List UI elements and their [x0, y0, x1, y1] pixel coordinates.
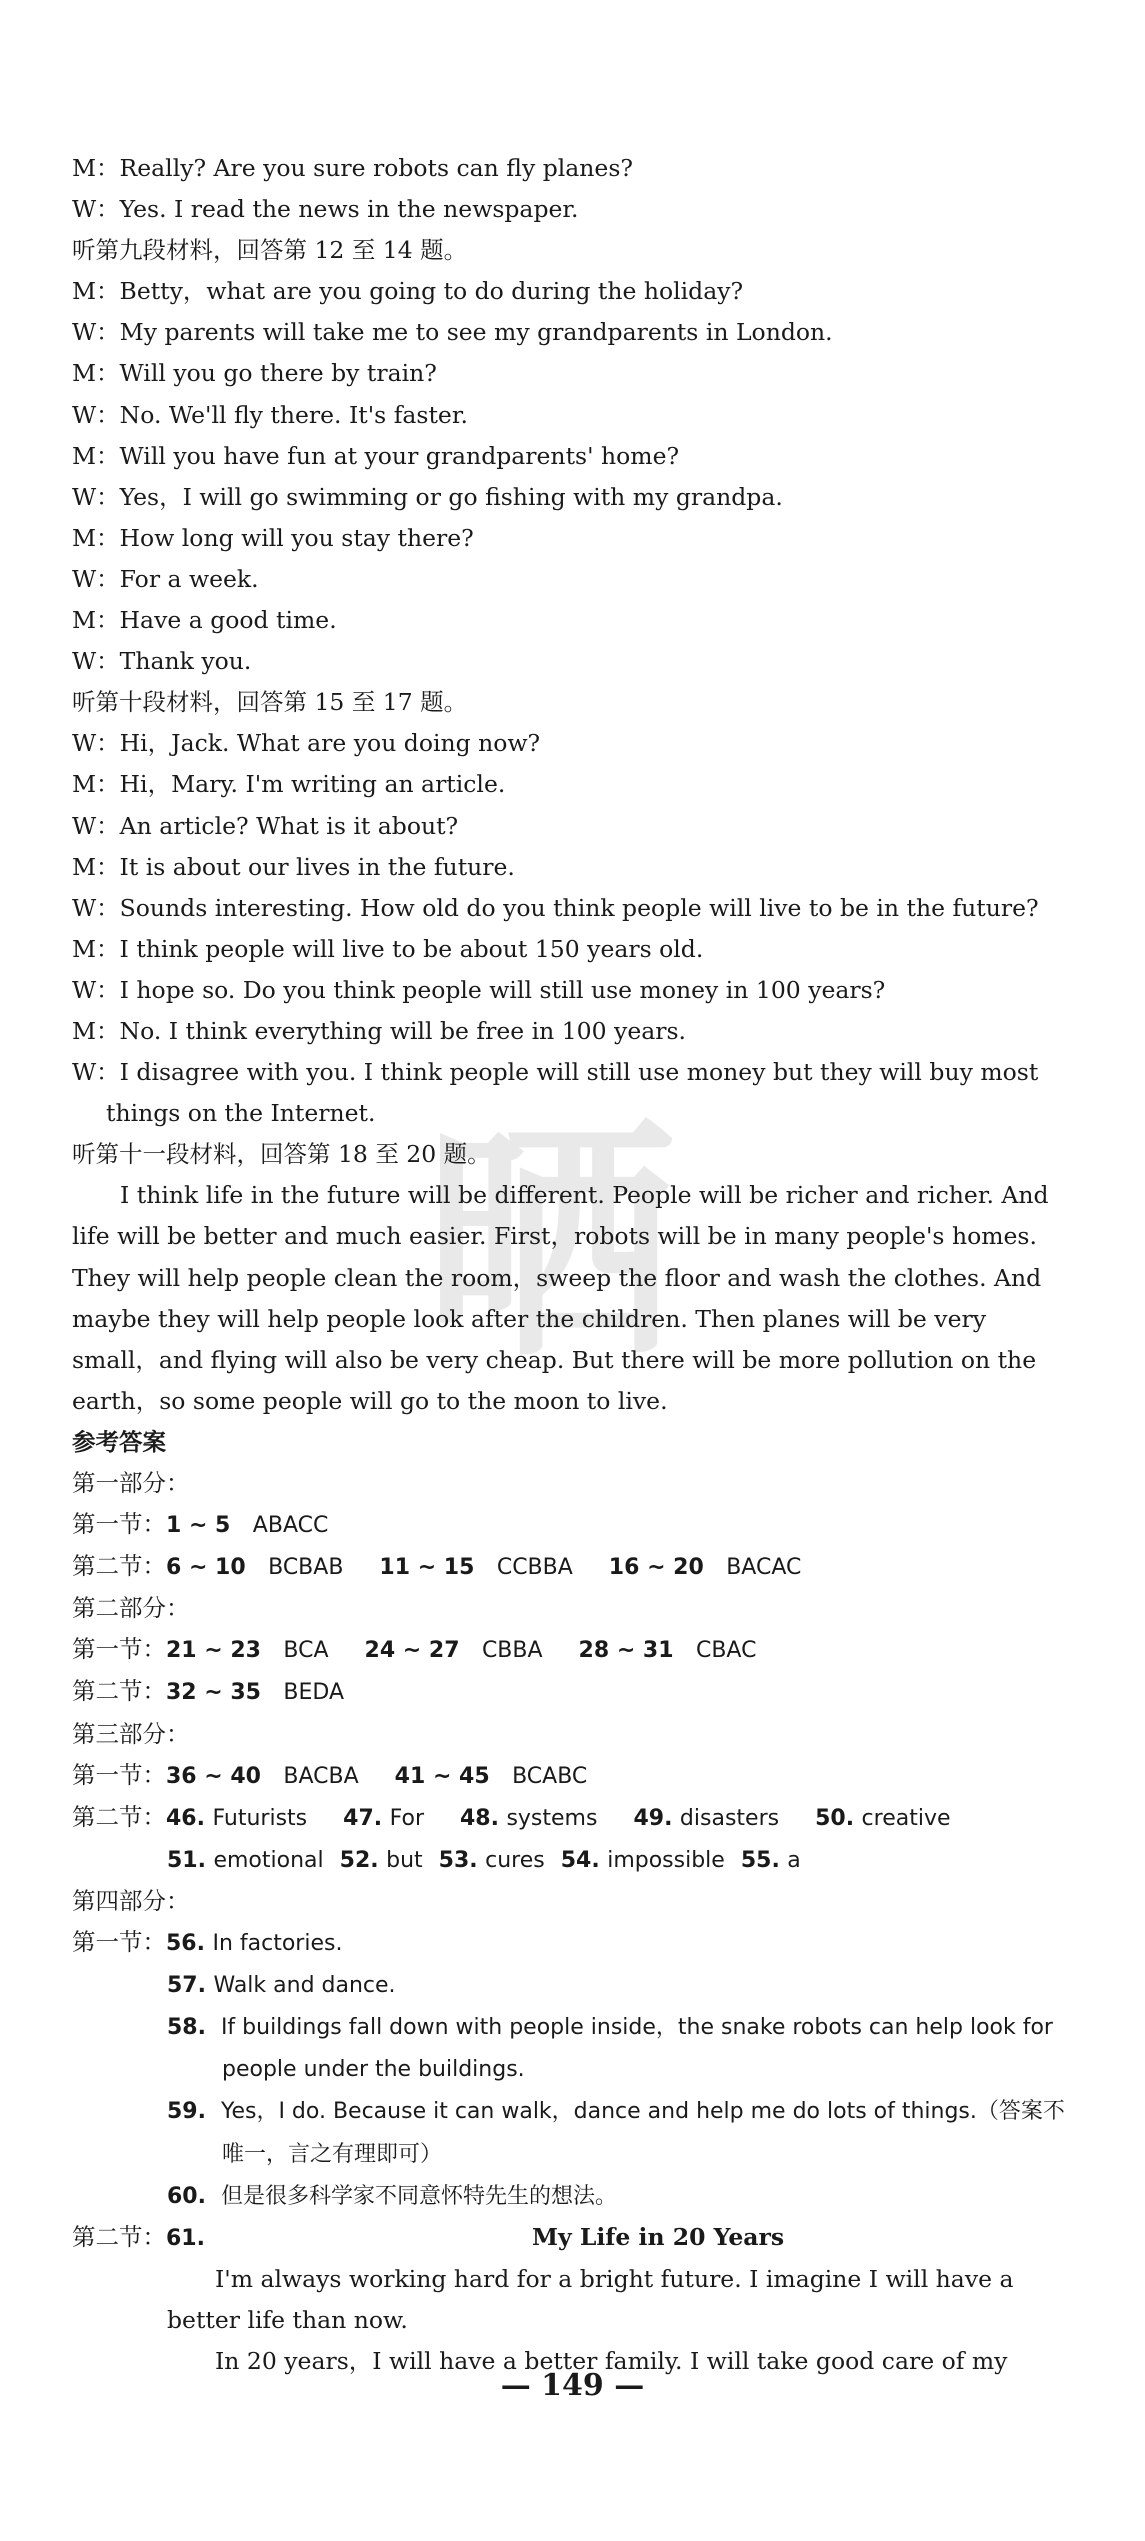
answer-row	[72, 1671, 1072, 1713]
answer-value: CCBBA	[496, 1555, 573, 1581]
answer-row	[72, 2217, 1072, 2259]
dialogue-line: W：I disagree with you. I think people will still use money but they will buy most things on the Internet.	[72, 1058, 1039, 1128]
answer-value: emotional	[213, 1847, 324, 1873]
answer-value: BCA	[283, 1638, 329, 1664]
section-11-heading: 听第十一段材料，回答第 18 至 20 题。	[72, 1140, 491, 1169]
dialogue-line: M：How long will you stay there?	[72, 523, 474, 552]
answer-range: 21 ~ 23	[166, 1638, 261, 1664]
answer-row	[72, 1629, 1072, 1671]
dialogue-line: M：Will you have fun at your grandparents' home?	[72, 441, 680, 470]
answer-number: 55.	[740, 1847, 780, 1873]
answer-row	[72, 1922, 1072, 1964]
section-label: 第一节：	[72, 1760, 166, 1789]
dialogue-line: M：No. I think everything will be free in 100 years.	[72, 1016, 687, 1045]
answer-range: 36 ~ 40	[166, 1763, 261, 1789]
answer-range: 41 ~ 45	[394, 1763, 490, 1789]
answer-value: CBAC	[695, 1638, 757, 1664]
section-label: 第二节：	[72, 2222, 166, 2251]
answer-row	[72, 2006, 1072, 2090]
essay-title: My Life in 20 Years	[532, 2222, 785, 2251]
dialogue-10	[72, 723, 1072, 1134]
answer-row	[72, 1839, 1072, 1881]
dialogue-line: M：Will you go there by train?	[72, 359, 437, 388]
answer-key-heading: 参考答案	[72, 1427, 166, 1456]
answer-value: BCABC	[512, 1763, 588, 1789]
answer-row	[72, 1504, 1072, 1546]
answer-range: 32 ~ 35	[166, 1680, 261, 1706]
essay-paragraph: I'm always working hard for a bright future. I imagine I will have a better life than now.	[167, 2264, 1014, 2334]
answer-number: 53.	[438, 1847, 478, 1873]
answer-range: 16 ~ 20	[608, 1555, 704, 1581]
section-label: 第一节：	[72, 1928, 166, 1957]
section-10-heading: 听第十段材料，回答第 15 至 17 题。	[72, 688, 468, 717]
section-label: 第二节：	[72, 1677, 166, 1706]
answer-number: 49.	[633, 1805, 673, 1831]
dialogue-line: M：It is about our lives in the future.	[72, 852, 515, 881]
answer-number: 54.	[560, 1847, 600, 1873]
dialogue-line: W：Hi，Jack. What are you doing now?	[72, 729, 541, 758]
dialogue-line: M：Hi，Mary. I'm writing an article.	[72, 770, 506, 799]
part-label: 第一部分：	[72, 1469, 190, 1497]
answer-range: 6 ~ 10	[166, 1555, 246, 1581]
answer-value: creative	[861, 1805, 951, 1831]
section-label: 第二节：	[72, 1802, 166, 1831]
answer-number: 57.	[167, 1973, 206, 1999]
answer-value: ABACC	[252, 1513, 329, 1539]
answer-value: Futurists	[212, 1805, 308, 1831]
answer-value: but	[386, 1847, 423, 1873]
answer-value: Walk and dance.	[213, 1973, 396, 1999]
answer-row	[72, 1546, 1072, 1588]
dialogue-line: M：Really? Are you sure robots can fly planes?	[72, 154, 633, 182]
dialogue-line: W：I hope so. Do you think people will still use money in 100 years?	[72, 975, 886, 1004]
answer-number: 50.	[815, 1805, 855, 1831]
answer-value: disasters	[679, 1805, 780, 1831]
dialogue-line: W：My parents will take me to see my grandparents in London.	[72, 318, 833, 347]
dialogue-9	[72, 271, 1072, 682]
answer-value: BACAC	[726, 1555, 802, 1581]
answer-value: If buildings fall down with people inside，the snake robots can help look for people under the buildings.	[220, 2015, 1053, 2083]
answer-value: In factories.	[212, 1931, 343, 1957]
answer-number: 60.	[167, 2183, 206, 2209]
part-label: 第四部分：	[72, 1886, 190, 1915]
answer-number: 59.	[167, 2099, 206, 2125]
dialogue-8-end	[72, 148, 1072, 230]
answer-key	[72, 1422, 1072, 2382]
answer-value: a	[787, 1847, 801, 1873]
dialogue-line: M：Have a good time.	[72, 606, 337, 635]
answer-number: 46.	[166, 1805, 205, 1831]
answer-value: Yes，I do. Because it can walk，dance and help me do lots of things.（答案不唯一，言之有理即可）	[220, 2099, 1065, 2167]
section-label: 第二节：	[72, 1552, 166, 1581]
answer-row	[72, 1797, 1072, 1839]
answer-row	[72, 2175, 1072, 2217]
section-9-heading: 听第九段材料，回答第 12 至 14 题。	[72, 236, 468, 265]
answer-range: 28 ~ 31	[578, 1638, 674, 1664]
answer-number: 47.	[343, 1805, 383, 1831]
answer-number: 52.	[339, 1847, 379, 1873]
answer-value: For	[389, 1805, 424, 1831]
dialogue-line: W：Yes. I read the news in the newspaper.	[72, 195, 579, 224]
monologue-11: I think life in the future will be different. People will be richer and richer. And life will be better and much easier. First，robots will be in many people's homes. They will help people clean the room，sweep the floor and wash the clothes. And maybe they will help people look after the children. Then planes will be very small，and flying will also be very cheap. But there will be more pollution on the earth，so some people will go to the moon to live.	[72, 1181, 1049, 1415]
answer-value: systems	[506, 1805, 598, 1831]
document-page	[72, 148, 1072, 2382]
dialogue-line: W：Yes，I will go swimming or go fishing with my grandpa.	[72, 482, 783, 511]
answer-value: CBBA	[481, 1638, 543, 1664]
essay-paragraph: In 20 years，I will have a better family. I will take good care of my	[215, 2346, 1008, 2375]
page-number: — 149 —	[500, 2368, 645, 2403]
answer-range: 1 ~ 5	[166, 1513, 231, 1539]
answer-value: 但是很多科学家不同意怀特先生的想法。	[220, 2183, 617, 2209]
answer-number: 61.	[166, 2225, 205, 2251]
dialogue-line: M：Betty，what are you going to do during the holiday?	[72, 277, 744, 306]
dialogue-line: M：I think people will live to be about 150 years old.	[72, 934, 704, 963]
dialogue-line: W：Sounds interesting. How old do you think people will live to be in the future?	[72, 893, 1039, 922]
dialogue-line: W：An article? What is it about?	[72, 811, 459, 840]
answer-row	[72, 2090, 1072, 2174]
answer-value: BCBAB	[268, 1555, 344, 1581]
answer-row	[72, 1755, 1072, 1797]
answer-value: impossible	[607, 1847, 725, 1873]
answer-row	[72, 1964, 1072, 2006]
answer-value: cures	[485, 1847, 545, 1873]
answer-value: BEDA	[283, 1680, 345, 1706]
answer-value: BACBA	[283, 1763, 359, 1789]
answer-range: 24 ~ 27	[364, 1638, 460, 1664]
dialogue-line: W：For a week.	[72, 564, 259, 593]
dialogue-line: W：No. We'll fly there. It's faster.	[72, 400, 468, 429]
section-label: 第一节：	[72, 1635, 166, 1664]
essay-body	[72, 2259, 1072, 2382]
answer-number: 56.	[166, 1931, 205, 1957]
part-label: 第三部分：	[72, 1719, 190, 1748]
answer-range: 11 ~ 15	[379, 1555, 475, 1581]
watermark: 晒	[425, 1099, 675, 1390]
section-label: 第一节：	[72, 1510, 166, 1539]
answer-number: 51.	[167, 1847, 206, 1873]
part-label: 第二部分：	[72, 1594, 190, 1623]
answer-number: 58.	[167, 2015, 206, 2041]
answer-number: 48.	[459, 1805, 499, 1831]
dialogue-line: W：Thank you.	[72, 647, 252, 676]
